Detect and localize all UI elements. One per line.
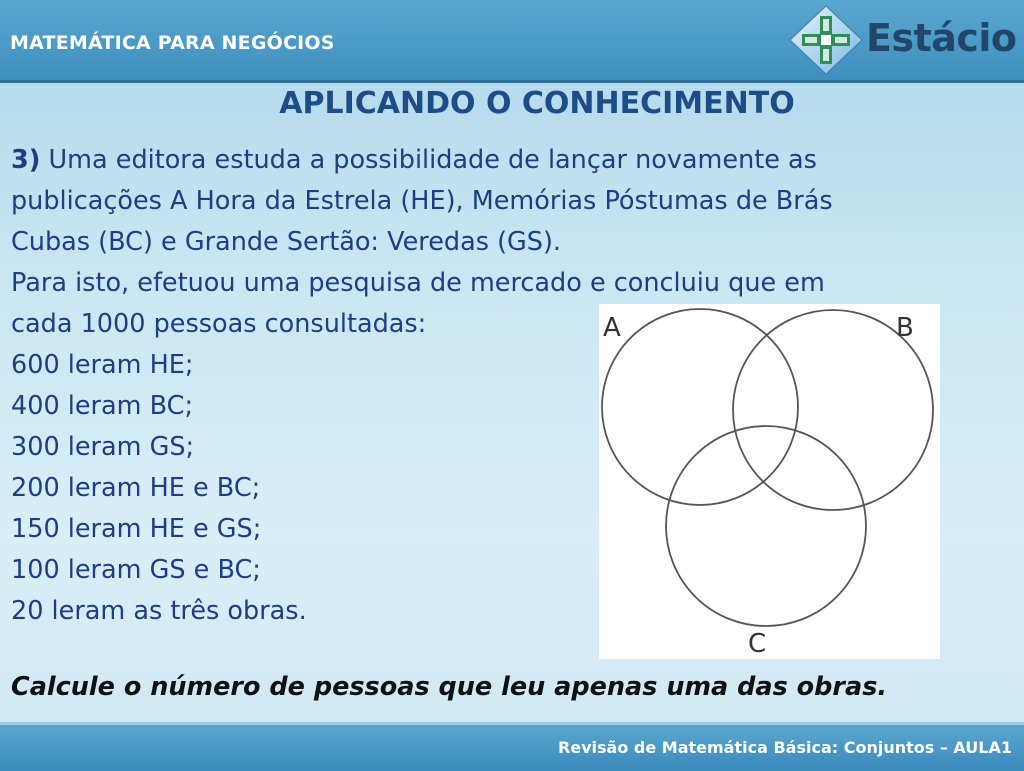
data-line: 100 leram GS e BC;: [11, 555, 261, 585]
estacio-cross-logo-icon: [788, 4, 864, 76]
problem-line: cada 1000 pessoas consultadas:: [11, 309, 427, 339]
footer-bar: [0, 722, 1024, 771]
venn-label-b: B: [896, 313, 914, 343]
logo-wordmark: Estácio: [866, 16, 1017, 60]
data-line: 600 leram HE;: [11, 350, 194, 380]
venn-circle-a: [602, 309, 798, 505]
problem-line: publicações A Hora da Estrela (HE), Memórias Póstumas de Brás: [11, 186, 833, 216]
question-text: Calcule o número de pessoas que leu apenas uma das obras.: [11, 672, 888, 702]
venn-diagram: [599, 304, 940, 659]
venn-diagram-svg: [599, 304, 940, 659]
data-line: 200 leram HE e BC;: [11, 473, 261, 503]
footer-text: Revisão de Matemática Básica: Conjuntos – AULA1: [557, 738, 1012, 757]
venn-label-a: A: [603, 313, 621, 343]
problem-line: Cubas (BC) e Grande Sertão: Veredas (GS).: [11, 227, 562, 257]
data-line: 150 leram HE e GS;: [11, 514, 262, 544]
problem-line-text: Uma editora estuda a possibilidade de lançar novamente as: [48, 145, 817, 175]
problem-line: [11, 140, 1001, 181]
venn-circle-c: [666, 426, 866, 626]
data-line: 300 leram GS;: [11, 432, 195, 462]
problem-line: Para isto, efetuou uma pesquisa de mercado e concluiu que em: [11, 268, 825, 298]
venn-label-c: C: [748, 629, 767, 659]
estacio-logo: [788, 4, 1018, 76]
data-line: 20 leram as três obras.: [11, 596, 307, 626]
slide-title: APLICANDO O CONHECIMENTO: [279, 86, 795, 121]
header-bar: [0, 0, 1024, 83]
course-title: MATEMÁTICA PARA NEGÓCIOS: [10, 32, 335, 54]
data-line: 400 leram BC;: [11, 391, 194, 421]
problem-number: 3): [11, 145, 41, 175]
